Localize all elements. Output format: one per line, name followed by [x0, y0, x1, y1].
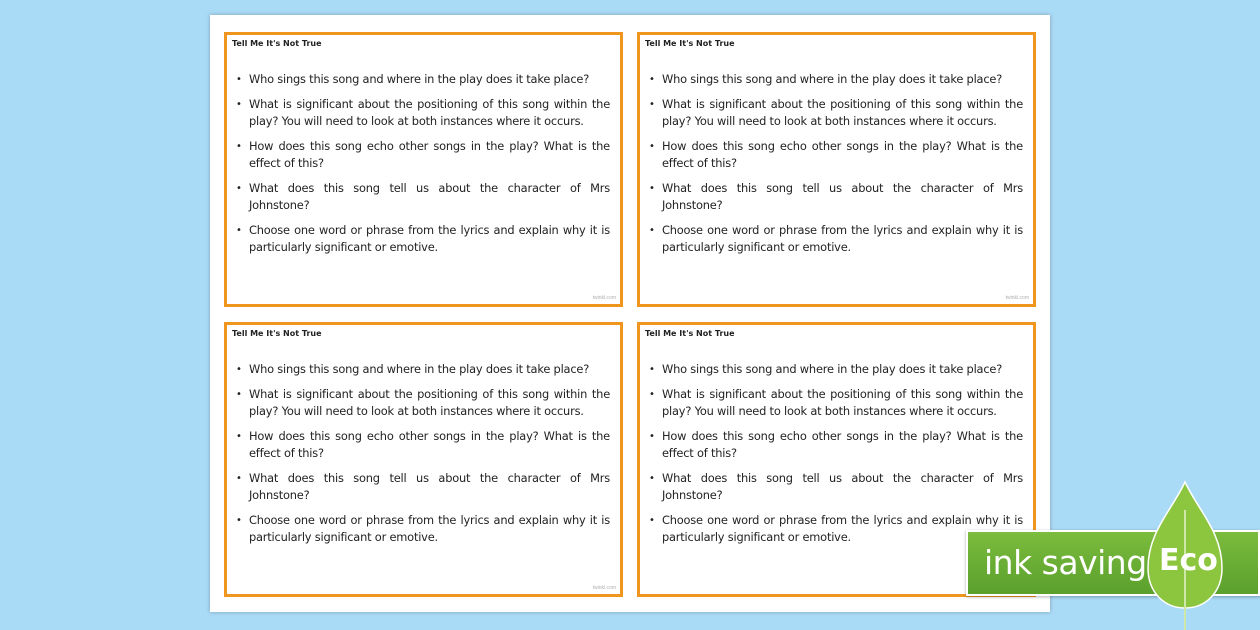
question-list — [236, 71, 610, 264]
question-item: • What is significant about the positioning of this song within the play? You will need to look at both instances where it occurs. — [236, 386, 610, 420]
card-title: Tell Me It's Not True — [645, 329, 735, 338]
card-title: Tell Me It's Not True — [232, 329, 322, 338]
question-item: • Choose one word or phrase from the lyrics and explain why it is particularly significant or emotive. — [236, 512, 610, 546]
question-item: • How does this song echo other songs in the play? What is the effect of this? — [649, 428, 1023, 462]
question-item: • Choose one word or phrase from the lyrics and explain why it is particularly significant or emotive. — [649, 512, 1023, 546]
question-item: • Choose one word or phrase from the lyrics and explain why it is particularly significant or emotive. — [649, 222, 1023, 256]
question-item: • Who sings this song and where in the play does it take place? — [649, 71, 1023, 88]
question-item: • What is significant about the positioning of this song within the play? You will need to look at both instances where it occurs. — [236, 96, 610, 130]
question-item: • Choose one word or phrase from the lyrics and explain why it is particularly significant or emotive. — [236, 222, 610, 256]
question-item: • How does this song echo other songs in the play? What is the effect of this? — [649, 138, 1023, 172]
question-item: • What is significant about the positioning of this song within the play? You will need to look at both instances where it occurs. — [649, 386, 1023, 420]
card-footer: twinkl.com — [1005, 295, 1029, 301]
eco-label: Eco — [1159, 543, 1218, 578]
card-footer: twinkl.com — [592, 295, 616, 301]
question-item: • Who sings this song and where in the play does it take place? — [236, 361, 610, 378]
card-title: Tell Me It's Not True — [645, 39, 735, 48]
question-item: • What is significant about the positioning of this song within the play? You will need to look at both instances where it occurs. — [649, 96, 1023, 130]
question-item: • What does this song tell us about the character of Mrs Johnstone? — [236, 470, 610, 504]
question-item: • How does this song echo other songs in the play? What is the effect of this? — [236, 138, 610, 172]
card-footer: twinkl.com — [592, 585, 616, 591]
question-item: • What does this song tell us about the character of Mrs Johnstone? — [649, 180, 1023, 214]
card-title: Tell Me It's Not True — [232, 39, 322, 48]
ink-saving-text: ink saving — [984, 543, 1147, 582]
question-item: • Who sings this song and where in the play does it take place? — [236, 71, 610, 88]
question-list — [649, 361, 1023, 554]
worksheet-page — [210, 15, 1050, 612]
question-list — [236, 361, 610, 554]
question-card — [224, 32, 623, 307]
question-card — [224, 322, 623, 597]
question-item: • How does this song echo other songs in the play? What is the effect of this? — [236, 428, 610, 462]
question-list — [649, 71, 1023, 264]
question-item: • Who sings this song and where in the play does it take place? — [649, 361, 1023, 378]
question-item: • What does this song tell us about the character of Mrs Johnstone? — [649, 470, 1023, 504]
question-card — [637, 32, 1036, 307]
question-item: • What does this song tell us about the character of Mrs Johnstone? — [236, 180, 610, 214]
